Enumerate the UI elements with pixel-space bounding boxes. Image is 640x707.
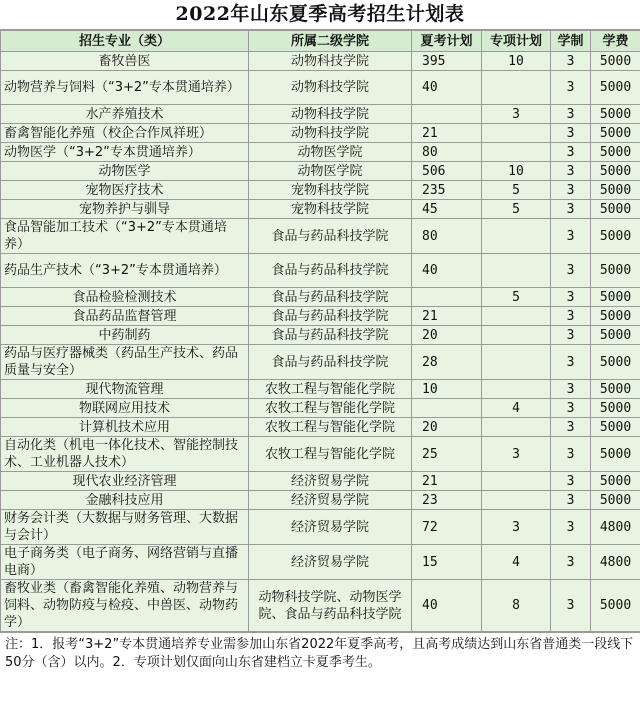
college-cell: 食品与药品科技学院 [249,307,412,326]
major-cell: 宠物养护与驯导 [1,200,249,219]
summer-plan-cell: 40 [412,254,482,288]
special-plan-cell [482,472,551,491]
years-cell: 3 [551,380,591,399]
years-cell: 3 [551,510,591,545]
major-cell: 畜禽智能化养殖（校企合作凤祥班） [1,124,249,143]
years-cell: 3 [551,105,591,124]
special-plan-cell [482,418,551,437]
special-plan-cell [482,345,551,380]
table-row [1,71,640,105]
years-cell: 3 [551,71,591,105]
years-cell: 3 [551,254,591,288]
college-cell: 农牧工程与智能化学院 [249,380,412,399]
header-years: 学制 [551,31,591,52]
fee-cell: 5000 [591,254,640,288]
fee-cell: 5000 [591,143,640,162]
table-row [1,219,640,254]
special-plan-cell: 5 [482,200,551,219]
header-special-plan: 专项计划 [482,31,551,52]
college-cell: 农牧工程与智能化学院 [249,418,412,437]
fee-cell: 5000 [591,345,640,380]
header-major: 招生专业（类） [1,31,249,52]
college-cell: 动物科技学院、动物医学院、食品与药品科技学院 [249,580,412,632]
years-cell: 3 [551,288,591,307]
table-row [1,491,640,510]
table-row [1,345,640,380]
fee-cell: 5000 [591,326,640,345]
enrollment-table [0,30,640,632]
summer-plan-cell: 21 [412,307,482,326]
college-cell: 食品与药品科技学院 [249,254,412,288]
college-cell: 动物医学院 [249,143,412,162]
major-cell: 电子商务类（电子商务、网络营销与直播电商） [1,545,249,580]
years-cell: 3 [551,52,591,71]
college-cell: 食品与药品科技学院 [249,219,412,254]
major-cell: 计算机技术应用 [1,418,249,437]
major-cell: 药品与医疗器械类（药品生产技术、药品质量与安全） [1,345,249,380]
fee-cell: 5000 [591,200,640,219]
summer-plan-cell [412,288,482,307]
summer-plan-cell: 395 [412,52,482,71]
fee-cell: 5000 [591,181,640,200]
major-cell: 动物医学 [1,162,249,181]
table-row [1,545,640,580]
summer-plan-cell: 21 [412,472,482,491]
college-cell: 动物科技学院 [249,52,412,71]
fee-cell: 5000 [591,418,640,437]
table-row [1,437,640,472]
fee-cell: 5000 [591,105,640,124]
fee-cell: 5000 [591,162,640,181]
header-summer-plan: 夏考计划 [412,31,482,52]
special-plan-cell: 10 [482,162,551,181]
major-cell: 现代农业经济管理 [1,472,249,491]
years-cell: 3 [551,200,591,219]
major-cell: 自动化类（机电一体化技术、智能控制技术、工业机器人技术） [1,437,249,472]
fee-cell: 5000 [591,491,640,510]
special-plan-cell: 4 [482,545,551,580]
college-cell: 农牧工程与智能化学院 [249,437,412,472]
header-fee: 学费 [591,31,640,52]
header-row [1,31,640,52]
table-row [1,143,640,162]
years-cell: 3 [551,345,591,380]
college-cell: 食品与药品科技学院 [249,288,412,307]
years-cell: 3 [551,399,591,418]
major-cell: 水产养殖技术 [1,105,249,124]
fee-cell: 4800 [591,510,640,545]
summer-plan-cell [412,105,482,124]
fee-cell: 5000 [591,71,640,105]
special-plan-cell [482,491,551,510]
college-cell: 食品与药品科技学院 [249,326,412,345]
major-cell: 金融科技应用 [1,491,249,510]
college-cell: 动物科技学院 [249,105,412,124]
fee-cell: 5000 [591,52,640,71]
years-cell: 3 [551,545,591,580]
table-row [1,399,640,418]
special-plan-cell [482,326,551,345]
summer-plan-cell: 45 [412,200,482,219]
special-plan-cell: 10 [482,52,551,71]
special-plan-cell: 8 [482,580,551,632]
footnote: 注：1．报考“3+2”专本贯通培养专业需参加山东省2022年夏季高考，且高考成绩达到山东省普通类一段线下50分（含）以内。2．专项计划仅面向山东省建档立卡夏季考生。 [0,632,640,672]
table-row [1,580,640,632]
summer-plan-cell: 20 [412,418,482,437]
summer-plan-cell: 25 [412,437,482,472]
years-cell: 3 [551,219,591,254]
summer-plan-cell: 21 [412,124,482,143]
college-cell: 经济贸易学院 [249,472,412,491]
table-row [1,510,640,545]
table-row [1,472,640,491]
years-cell: 3 [551,580,591,632]
summer-plan-cell: 506 [412,162,482,181]
table-row [1,162,640,181]
summer-plan-cell: 28 [412,345,482,380]
fee-cell: 5000 [591,472,640,491]
years-cell: 3 [551,162,591,181]
fee-cell: 5000 [591,399,640,418]
major-cell: 现代物流管理 [1,380,249,399]
table-row [1,326,640,345]
header-college: 所属二级学院 [249,31,412,52]
college-cell: 经济贸易学院 [249,510,412,545]
table-row [1,181,640,200]
table-row [1,380,640,399]
major-cell: 宠物医疗技术 [1,181,249,200]
table-row [1,418,640,437]
fee-cell: 5000 [591,437,640,472]
years-cell: 3 [551,418,591,437]
major-cell: 食品智能加工技术（“3+2”专本贯通培养） [1,219,249,254]
years-cell: 3 [551,491,591,510]
college-cell: 动物医学院 [249,162,412,181]
years-cell: 3 [551,326,591,345]
special-plan-cell [482,380,551,399]
fee-cell: 5000 [591,307,640,326]
major-cell: 动物营养与饲料（“3+2”专本贯通培养） [1,71,249,105]
major-cell: 动物医学（“3+2”专本贯通培养） [1,143,249,162]
summer-plan-cell: 10 [412,380,482,399]
special-plan-cell [482,124,551,143]
college-cell: 经济贸易学院 [249,545,412,580]
summer-plan-cell: 40 [412,580,482,632]
major-cell: 畜牧兽医 [1,52,249,71]
major-cell: 畜牧业类（畜禽智能化养殖、动物营养与饲料、动物防疫与检疫、中兽医、动物药学） [1,580,249,632]
college-cell: 动物科技学院 [249,124,412,143]
special-plan-cell [482,219,551,254]
table-row [1,105,640,124]
years-cell: 3 [551,307,591,326]
major-cell: 物联网应用技术 [1,399,249,418]
college-cell: 动物科技学院 [249,71,412,105]
table-row [1,307,640,326]
special-plan-cell [482,254,551,288]
fee-cell: 5000 [591,380,640,399]
table-row [1,288,640,307]
major-cell: 药品生产技术（“3+2”专本贯通培养） [1,254,249,288]
fee-cell: 5000 [591,288,640,307]
summer-plan-cell: 40 [412,71,482,105]
years-cell: 3 [551,472,591,491]
table-row [1,52,640,71]
fee-cell: 5000 [591,580,640,632]
college-cell: 农牧工程与智能化学院 [249,399,412,418]
special-plan-cell [482,71,551,105]
table-row [1,200,640,219]
summer-plan-cell [412,399,482,418]
college-cell: 宠物科技学院 [249,181,412,200]
years-cell: 3 [551,124,591,143]
summer-plan-cell: 72 [412,510,482,545]
years-cell: 3 [551,437,591,472]
fee-cell: 5000 [591,219,640,254]
special-plan-cell [482,307,551,326]
table-row [1,254,640,288]
special-plan-cell: 4 [482,399,551,418]
college-cell: 食品与药品科技学院 [249,345,412,380]
major-cell: 财务会计类（大数据与财务管理、大数据与会计） [1,510,249,545]
table-body [1,52,640,632]
years-cell: 3 [551,143,591,162]
summer-plan-cell: 80 [412,219,482,254]
special-plan-cell: 3 [482,510,551,545]
special-plan-cell: 3 [482,105,551,124]
major-cell: 食品检验检测技术 [1,288,249,307]
college-cell: 宠物科技学院 [249,200,412,219]
fee-cell: 5000 [591,124,640,143]
summer-plan-cell: 15 [412,545,482,580]
special-plan-cell: 5 [482,288,551,307]
fee-cell: 4800 [591,545,640,580]
special-plan-cell: 5 [482,181,551,200]
college-cell: 经济贸易学院 [249,491,412,510]
summer-plan-cell: 80 [412,143,482,162]
summer-plan-cell: 23 [412,491,482,510]
major-cell: 中药制药 [1,326,249,345]
years-cell: 3 [551,181,591,200]
special-plan-cell: 3 [482,437,551,472]
table-row [1,124,640,143]
summer-plan-cell: 20 [412,326,482,345]
major-cell: 食品药品监督管理 [1,307,249,326]
special-plan-cell [482,143,551,162]
page-title: 2022年山东夏季高考招生计划表 [0,0,640,30]
summer-plan-cell: 235 [412,181,482,200]
